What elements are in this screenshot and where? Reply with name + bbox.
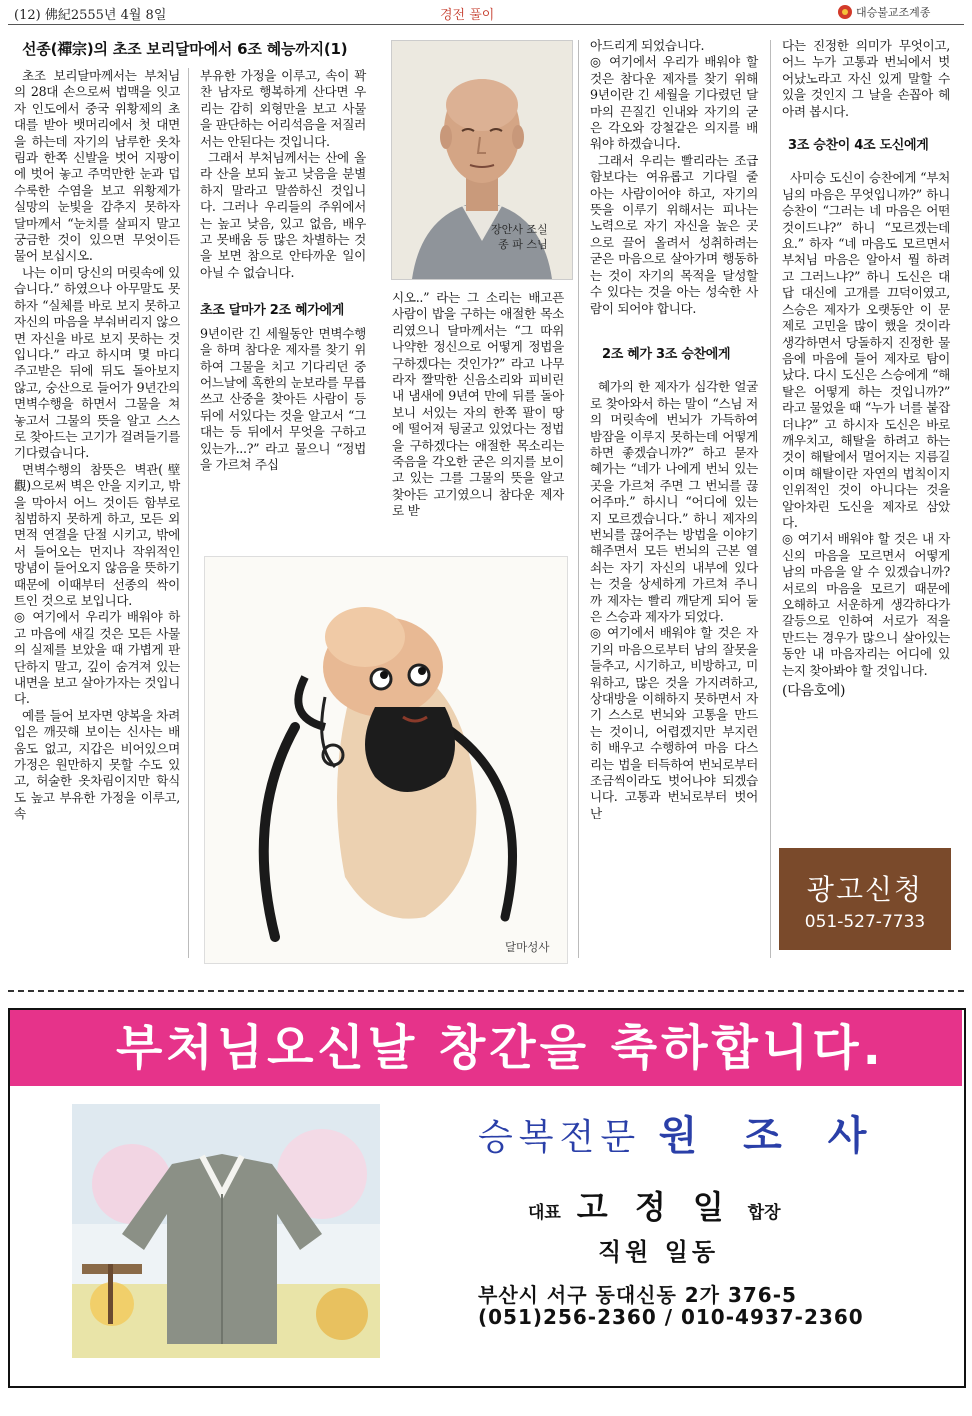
paragraph: 사미승 도신이 승찬에게 “부처님의 마음은 무엇입니까?” 하니 승찬이 “그러는 네 마음은 어떤 것이드냐?” 하니 “모르겠는데요.” 하자 “네 마음도 모르면서 부처님 마음은 알아서 뭘 하려고 그러느냐?” 하니 도신은 대답 대신에 고개를 끄덕이였고, 스승은 제자가 오랫동안 이 문제로 고민을 많이 했을 것이라 생각하면서 당돌하지 진정한 물음에 마음에 들어 제자로 탐이났다. 다시 도신은 스승에게 “해탈은 어떻게 하는 것입니까?” 라고 물었을 때 “누가 너를 붙잡더냐?” 고 하시자 도신은 바로 깨우치고, 해탈을 하려고 하는 것이 해탈에서 멀어지는 지름길이며 해탈이란 자연의 법칙이지 인위적인 것이 아니다는 것을 알아차린 도신을 제자로 삼았다.	[782, 170, 950, 530]
paragraph: 그래서 부처님께서는 산에 올라 산을 보되 높고 낮음을 분별하지 말라고 말씀하신 것입니다. 그러나 우리들의 주위에서는 높고 낮음, 있고 없음, 배우고 못배움 등 많은 차별하는 것을 보면 참으로 안타까운 일이 아닐 수 없습니다.	[200, 150, 366, 280]
shop-contact	[478, 1284, 864, 1328]
top-rule	[8, 24, 964, 25]
paragraph: 혜가의 한 제자가 심각한 얼굴로 찾아와서 하는 말이 “스님 저의 머릿속에 번뇌가 가득하여 밤잠을 이루지 못하는데 어떻게 하면 좋겠습니까?” 하고 묻자 혜가는 “네가 나에게 번뇌 있는 곳을 가르쳐 주면 그 번뇌를 끊어주마.” 하시니 “어디에 있는지 모르겠습니다.” 하니 제자의 번뇌를 끊어주는 방법을 이야기해주면서 모든 번뇌의 근본 열쇠는 자기 자신의 내부에 있다는 것을 상세하게 가르쳐 주니까 제자는 빨리 깨닫게 되어 둘은 스승과 제자가 되었다.	[590, 379, 758, 624]
hanbok-photo	[72, 1104, 380, 1358]
issue-date: (12) 佛紀2555년 4월 8일	[14, 8, 167, 23]
subheading: 3조 승찬이 4조 도신에게	[788, 138, 929, 154]
shop-name: 원 조 사	[658, 1112, 883, 1159]
article-column-3	[392, 290, 564, 520]
paragraph: 시오..” 라는 그 소리는 배고픈 사람이 밥을 구하는 애절한 목소리였으니 달마께서는 “그 따위 나약한 정신으로 어떻게 정법을 구하겠다는 것인가?” 라고 나무라자 짤막한 신음소리와 피비린내 냄새에 9년여 만에 뒤를 돌아보니 서있는 자의 한쪽 팔이 땅에 떨어져 뒹굴고 있었다는 정법을 구하겠다는 애절한 목소리는 죽음을 각오한 굳은 의지를 보이고 있는 그를 그물의 뜻을 알고 찾아든 고기였으니 참다운 제자로 받	[392, 290, 564, 519]
article-column-1	[14, 68, 180, 823]
article-headline: 선종(禪宗)의 초조 보리달마에서 6조 혜능까지(1)	[22, 40, 348, 58]
column-divider	[578, 40, 579, 958]
banner-ad-title: 부처님오신날 창간을 축하합니다.	[10, 1010, 962, 1086]
photo-caption	[491, 222, 548, 252]
continued-note: (다음호에)	[782, 683, 846, 700]
bodhidharma-painting	[204, 556, 568, 964]
rep-name: 고 정 일	[576, 1188, 732, 1226]
bodhidharma-ink-illustration	[205, 557, 567, 963]
publisher-name: 대승불교조계종	[856, 6, 931, 19]
article-column-4	[590, 38, 758, 822]
paragraph: ◎ 여기에서 우리가 배워야 하고 마음에 새길 것은 모든 사물의 실제를 보았을 때 가볍게 판단하지 말고, 깊이 숨겨져 있는 내면을 보고 살아가자는 것입니다.	[14, 609, 180, 707]
paragraph: 나는 이미 당신의 머릿속에 있습니다.” 하였으나 아무말도 못하자 “실체를 바로 보지 못하고 자신의 마음을 부숴버리지 않으면 자신을 바로 보지 못하는 것입니다.” 라고 하시며 몇 마디 주고받은 뒤에 뒤도 돌아보지 않고, 숭산으로 들어가 9년간의 면벽수행을 하면서 그물을 쳐 놓고서 그물의 뜻을 알고 스스로 찾아드는 고기가 걸려들기를 기다렸습니다.	[14, 264, 180, 461]
column-divider	[188, 68, 189, 958]
caption-line: 장안사 조실	[491, 223, 548, 236]
shop-phones: (051)256-2360 / 010-4937-2360	[478, 1305, 864, 1329]
painting-caption: 달마성사	[505, 940, 550, 954]
rep-suffix: 합장	[747, 1203, 781, 1223]
section-title: 경전 풀이	[440, 8, 495, 23]
paragraph: ◎ 여기서 배워야 할 것은 내 자신의 마음을 모르면서 어떻게 남의 마음을 알 수 있겠습니까? 서로의 마음을 모르기 때문에 오해하고 서운하게 생각하다가 갈등으로 인하여 서로가 적을 만드는 경우가 많으니 살아있는 동안 내 마음자리는 어디에 있는지 찾아봐야 할 것입니다.	[782, 531, 950, 678]
rep-label: 대표	[528, 1203, 561, 1223]
article-column-2	[200, 68, 366, 473]
paragraph: 아드리게 되었습니다.	[590, 38, 705, 53]
paragraph: 면벽수행의 참뜻은 벽관(壁觀)으로써 벽은 안을 지키고, 밖을 막아서 어느 것이든 함부로 침범하지 못하게 하고, 모든 외면적 연결을 단절 시키고, 밖에서 들어오는 먼지나 작위적인 망념이 들어오지 않음을 뜻하기 때문에 이때부터 선종의 싹이 트인 것으로 보입니다.	[14, 461, 180, 608]
caption-line: 종 파 스님	[498, 238, 548, 251]
paragraph: 초조 보리달마께서는 부처님의 28대 손으로써 법맥을 잇고자 인도에서 중국 위황제의 초대를 받아 뱃머리에서 첫 대면을 하는데 자기의 남루한 옷차림과 한쪽 신발을 벗어 지팡이에 벗어 놓고 주먹만한 눈과 덥수룩한 수염을 보고 위황제가 실망의 눈빛을 감추지 못하자 달마께서 “눈치를 살피지 말고 궁금한 것이 있으면 무엇이든 물어 보십시오.	[14, 68, 180, 264]
shop-prefix: 승복전문	[478, 1117, 642, 1158]
shop-address: 부산시 서구 동대신동 2가 376-5	[478, 1283, 797, 1307]
staff-line: 직원 일동	[598, 1238, 720, 1266]
paragraph: 부유한 가정을 이루고, 속이 꽉 찬 남자로 행복하게 산다면 우리는 감히 외형만을 보고 사물을 판단하는 어리석음을 저질러서는 안된다는 것입니다.	[200, 68, 366, 149]
dharma-wheel-icon	[838, 5, 852, 19]
representative-line	[528, 1182, 781, 1228]
paragraph: 예를 들어 보자면 양복을 차려입은 깨끗해 보이는 신사는 배움도 없고, 지갑은 비어있으며 가정은 원만하지 못할 수도 있고, 허술한 옷차림이지만 학식도 높고 부유한 가정을 이루고, 속	[14, 707, 180, 822]
paragraph: 9년이란 긴 세월동안 면벽수행을 하며 참다운 제자를 찾기 위하여 그물을 치고 기다리던 중 어느날에 혹한의 눈보라를 무릅쓰고 산중을 찾아든 사람이 등 뒤에 서있다는 것을 알고서 “그대는 등 뒤에서 무엇을 구하고 있는가...?” 라고 물으니 “정법을 가르쳐 주십	[200, 325, 366, 472]
ad-request-box	[779, 848, 951, 950]
ad-request-title: 광고신청	[806, 873, 924, 906]
column-divider	[770, 40, 771, 958]
paragraph: 다는 진정한 의미가 무엇이고, 어느 누가 고통과 번뇌에서 벗어났노라고 자신 있게 말할 수 있을 것인지 그 날을 손꼽아 헤아려 봅시다.	[782, 38, 950, 119]
paragraph: 그래서 우리는 빨리라는 조급함보다는 여유롭고 기다릴 줄 아는 사람이어야 하고, 자기의 뜻을 이루기 위해서는 피나는 노력으로 자기 자신을 높은 곳으로 끌어 올려서 성취하려는 굳은 마음으로 살아가며 행동하는 것이 자기의 목적을 달성할 수 있다는 것을 아는 성숙한 사람이 되어야 합니다.	[590, 152, 758, 316]
ad-request-phone: 051-527-7733	[804, 912, 926, 932]
article-column-5	[782, 38, 950, 699]
subheading: 2조 혜가 3조 승찬에게	[602, 346, 731, 362]
paragraph: ◎ 여기에서 배워야 할 것은 자기의 마음으로부터 남의 잘못을 들추고, 시기하고, 비방하고, 미워하고, 많은 것을 가지려하고, 상대방을 이해하지 못하면서 자기 스스로 번뇌와 고통을 만드는 것이니, 어렵겠지만 부지런히 배우고 수행하여 마음 다스리는 법을 터득하여 번뇌로부터 조금씩이라도 벗어나야 되겠습니다. 고통과 번뇌로부터 벗어난	[590, 625, 758, 821]
publisher	[838, 4, 930, 20]
hanbok-illustration	[72, 1104, 380, 1358]
paragraph: ◎ 여기에서 우리가 배워야 할 것은 참다운 제자를 찾기 위해 9년이란 긴 세월을 기다렸던 달마의 끈질긴 인내와 자기의 굳은 각오와 강철같은 의지를 배워야 하겠습니다.	[590, 54, 758, 152]
section-separator	[8, 990, 964, 992]
subheading: 초조 달마가 2조 혜가에게	[200, 303, 345, 319]
shop-title	[478, 1104, 882, 1161]
